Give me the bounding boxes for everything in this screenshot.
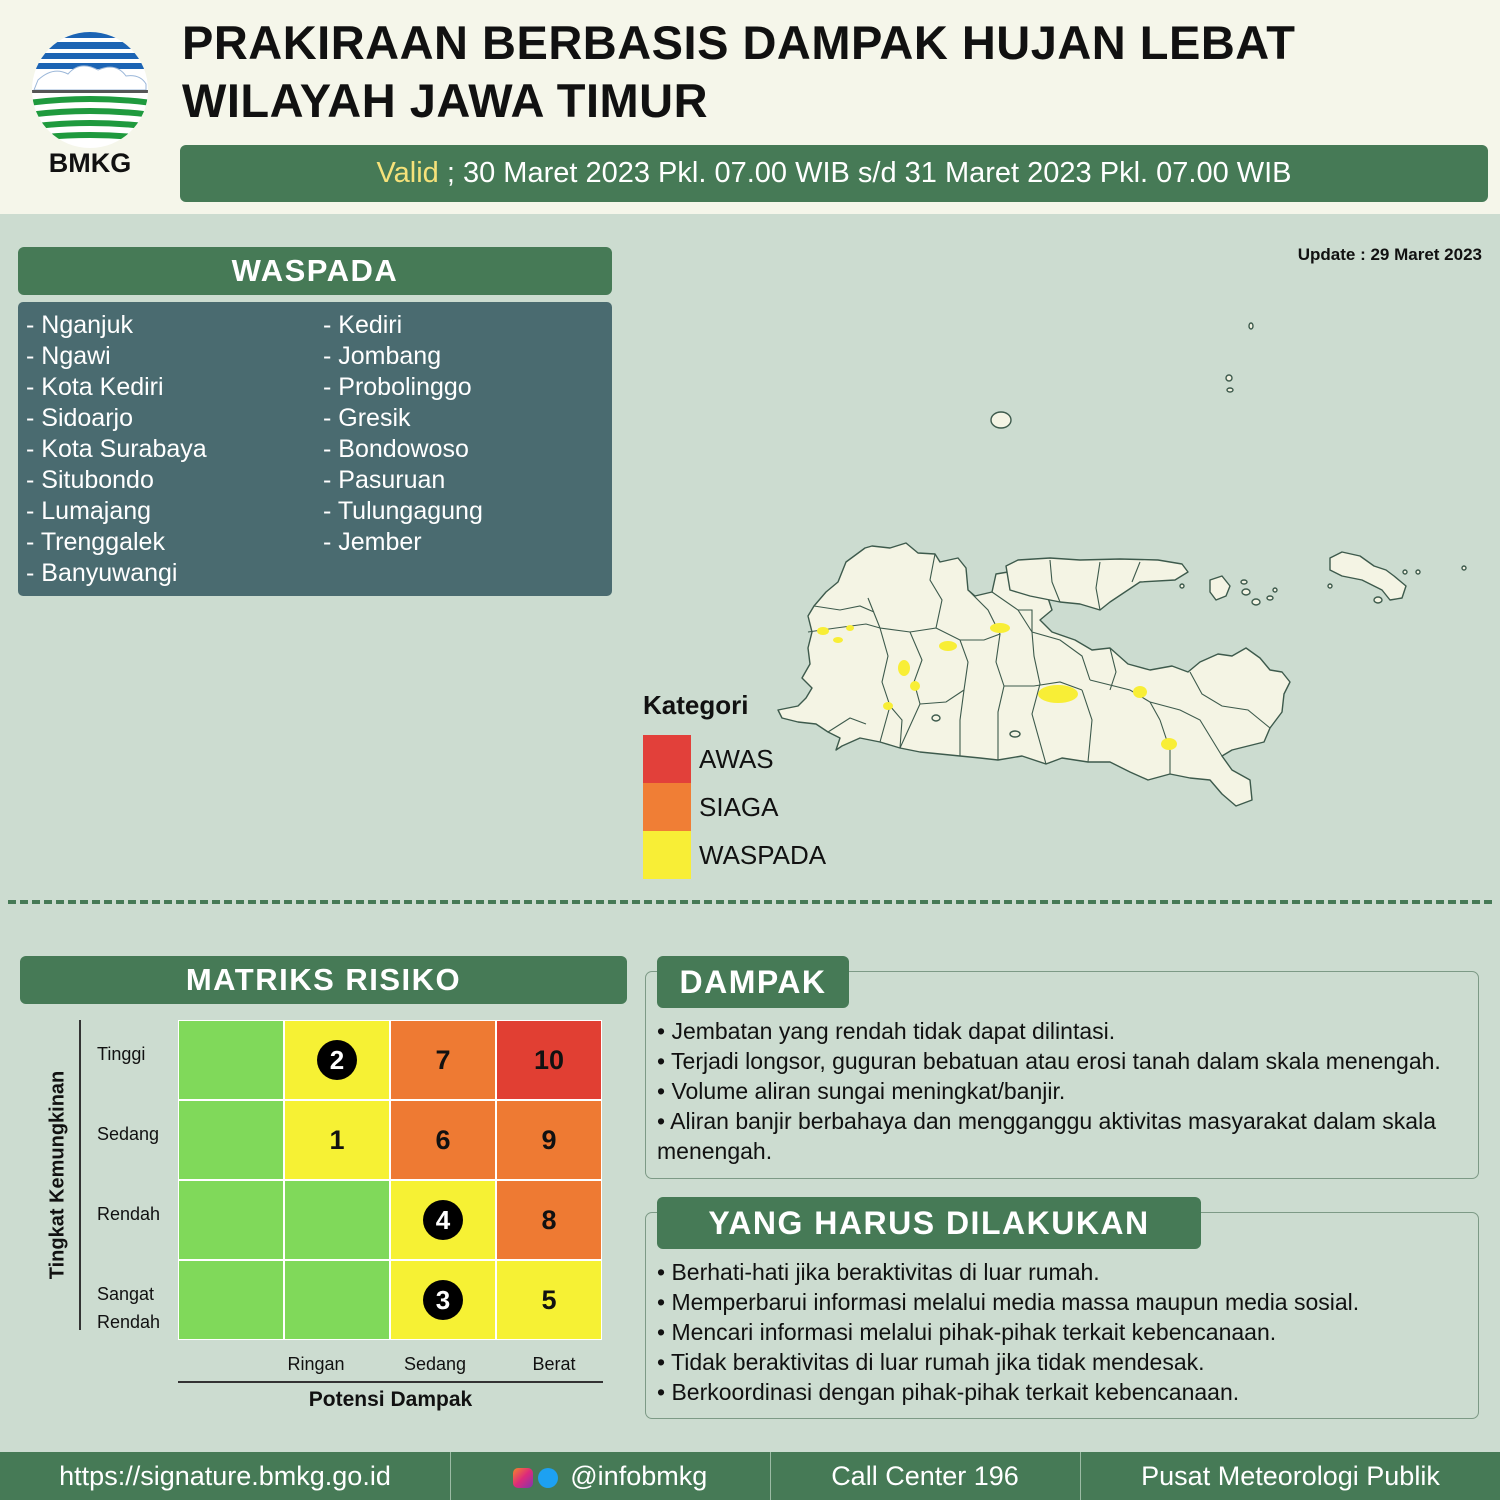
harus-item: • Mencari informasi melalui pihak-pihak terkait kebencanaan. xyxy=(657,1319,1277,1345)
matrix-cell-value: 2 xyxy=(317,1040,357,1080)
east-java-map xyxy=(770,310,1500,820)
region-item: - Bondowoso xyxy=(323,435,469,463)
matrix-cell-value: 7 xyxy=(435,1044,451,1075)
matrix-cell xyxy=(178,1180,284,1260)
waspada-region-list xyxy=(18,302,612,596)
legend-title: Kategori xyxy=(643,690,749,720)
legend-label-siaga: SIAGA xyxy=(699,792,779,822)
title-line-2: WILAYAH JAWA TIMUR xyxy=(182,74,709,127)
matrix-cell xyxy=(284,1020,390,1100)
footer-organization: Pusat Meteorologi Publik xyxy=(1141,1461,1440,1491)
title-line-1: PRAKIRAAN BERBASIS DAMPAK HUJAN LEBAT xyxy=(182,16,1296,69)
matrix-cell-value: 6 xyxy=(435,1124,451,1155)
row-label: Sedang xyxy=(97,1124,160,1144)
matrix-cell-value: 3 xyxy=(423,1280,463,1320)
region-item: - Sidoarjo xyxy=(26,404,133,432)
harus-title: YANG HARUS DILAKUKAN xyxy=(657,1197,1201,1249)
legend-label-waspada: WASPADA xyxy=(699,840,827,870)
bmkg-logo xyxy=(28,28,152,188)
twitter-icon xyxy=(538,1468,558,1488)
harus-item: • Berhati-hati jika beraktivitas di luar rumah. xyxy=(657,1259,1100,1285)
matrix-cell-value: 8 xyxy=(541,1204,557,1235)
dampak-item: • Terjadi longsor, guguran bebatuan atau erosi tanah dalam skala menengah. xyxy=(657,1048,1441,1074)
map-svg xyxy=(770,310,1500,820)
matrix-cell xyxy=(496,1100,602,1180)
matrix-cell xyxy=(178,1020,284,1100)
legend-swatch-waspada xyxy=(643,831,691,879)
y-axis-title: Tingkat Kemungkinan xyxy=(46,1070,69,1280)
dampak-title: DAMPAK xyxy=(657,956,849,1008)
x-axis-line xyxy=(178,1381,603,1383)
legend-swatch-siaga xyxy=(643,783,691,831)
page-title xyxy=(182,14,1295,130)
region-item: - Situbondo xyxy=(26,466,154,494)
region-item: - Kota Kediri xyxy=(26,373,164,401)
region-item: - Nganjuk xyxy=(26,311,133,339)
waspada-title: WASPADA xyxy=(18,247,612,295)
col-label: Sedang xyxy=(403,1354,467,1374)
matrix-cell-value: 4 xyxy=(423,1200,463,1240)
matrix-cell xyxy=(496,1020,602,1100)
legend-swatch-awas xyxy=(643,735,691,783)
region-item: - Ngawi xyxy=(26,342,111,370)
matrix-cell xyxy=(284,1180,390,1260)
valid-period: ; 30 Maret 2023 Pkl. 07.00 WIB s/d 31 Maret 2023 Pkl. 07.00 WIB xyxy=(438,157,1292,189)
valid-label: Valid xyxy=(376,157,439,189)
row-label: Sangat Rendah xyxy=(97,1284,161,1332)
region-item: - Kota Surabaya xyxy=(26,435,207,463)
region-item: - Trenggalek xyxy=(26,528,165,556)
social-handle: @infobmkg xyxy=(570,1461,708,1491)
dampak-list xyxy=(657,1016,1472,1166)
header xyxy=(0,0,1500,214)
matrix-cell xyxy=(284,1100,390,1180)
matrix-cell xyxy=(178,1100,284,1180)
legend-label-awas: AWAS xyxy=(699,744,774,774)
region-item: - Jember xyxy=(323,528,422,556)
row-label: Rendah xyxy=(97,1204,161,1224)
region-item: - Lumajang xyxy=(26,497,152,525)
dampak-item: • Jembatan yang rendah tidak dapat dilintasi. xyxy=(657,1018,1116,1044)
dampak-item: • Aliran banjir berbahaya dan mengganggu aktivitas masyarakat dalam skala menengah. xyxy=(657,1108,1437,1164)
matrix-cell xyxy=(496,1180,602,1260)
footer-website[interactable]: https://signature.bmkg.go.id xyxy=(59,1461,391,1491)
region-column-2 xyxy=(323,310,483,558)
matrix-cell xyxy=(496,1260,602,1340)
region-column-1 xyxy=(26,310,207,589)
region-item: - Pasuruan xyxy=(323,466,446,494)
matrix-cell xyxy=(390,1260,496,1340)
region-item: - Jombang xyxy=(323,342,442,370)
matrix-cell xyxy=(178,1260,284,1340)
x-axis-title: Potensi Dampak xyxy=(308,1388,473,1411)
harus-item: • Memperbarui informasi melalui media massa maupun media sosial. xyxy=(657,1289,1360,1315)
bmkg-logo-icon xyxy=(28,28,152,148)
row-label: Tinggi xyxy=(97,1044,146,1064)
footer-social[interactable] xyxy=(451,1452,769,1500)
footer-call-center: Call Center 196 xyxy=(831,1461,1019,1491)
update-date: Update : 29 Maret 2023 xyxy=(1297,245,1482,264)
harus-item: • Tidak beraktivitas di luar rumah jika tidak mendesak. xyxy=(657,1349,1205,1375)
matrix-cell-value: 5 xyxy=(541,1284,557,1315)
col-label: Berat xyxy=(532,1354,576,1374)
matrix-cell xyxy=(390,1100,496,1180)
y-axis-line xyxy=(79,1020,81,1330)
validity-bar xyxy=(180,145,1488,202)
region-item: - Tulungagung xyxy=(323,497,483,525)
footer xyxy=(0,1452,1500,1500)
region-item: - Kediri xyxy=(323,311,403,339)
dampak-item: • Volume aliran sungai meningkat/banjir. xyxy=(657,1078,1066,1104)
region-item: - Gresik xyxy=(323,404,411,432)
instagram-icon xyxy=(513,1468,533,1488)
harus-item: • Berkoordinasi dengan pihak-pihak terkait kebencanaan. xyxy=(657,1379,1240,1405)
matriks-title: MATRIKS RISIKO xyxy=(20,956,627,1004)
risk-matrix-grid xyxy=(178,1020,603,1340)
matrix-cell-value: 10 xyxy=(533,1044,565,1075)
col-label: Ringan xyxy=(287,1354,345,1374)
matrix-cell xyxy=(284,1260,390,1340)
matrix-cell xyxy=(390,1020,496,1100)
section-divider xyxy=(8,900,1492,904)
logo-text: BMKG xyxy=(48,148,132,178)
region-item: - Probolinggo xyxy=(323,373,472,401)
matrix-cell-value: 9 xyxy=(541,1124,557,1155)
harus-list xyxy=(657,1257,1472,1407)
matrix-cell-value: 1 xyxy=(329,1124,345,1155)
matrix-cell xyxy=(390,1180,496,1260)
region-item: - Banyuwangi xyxy=(26,559,178,587)
